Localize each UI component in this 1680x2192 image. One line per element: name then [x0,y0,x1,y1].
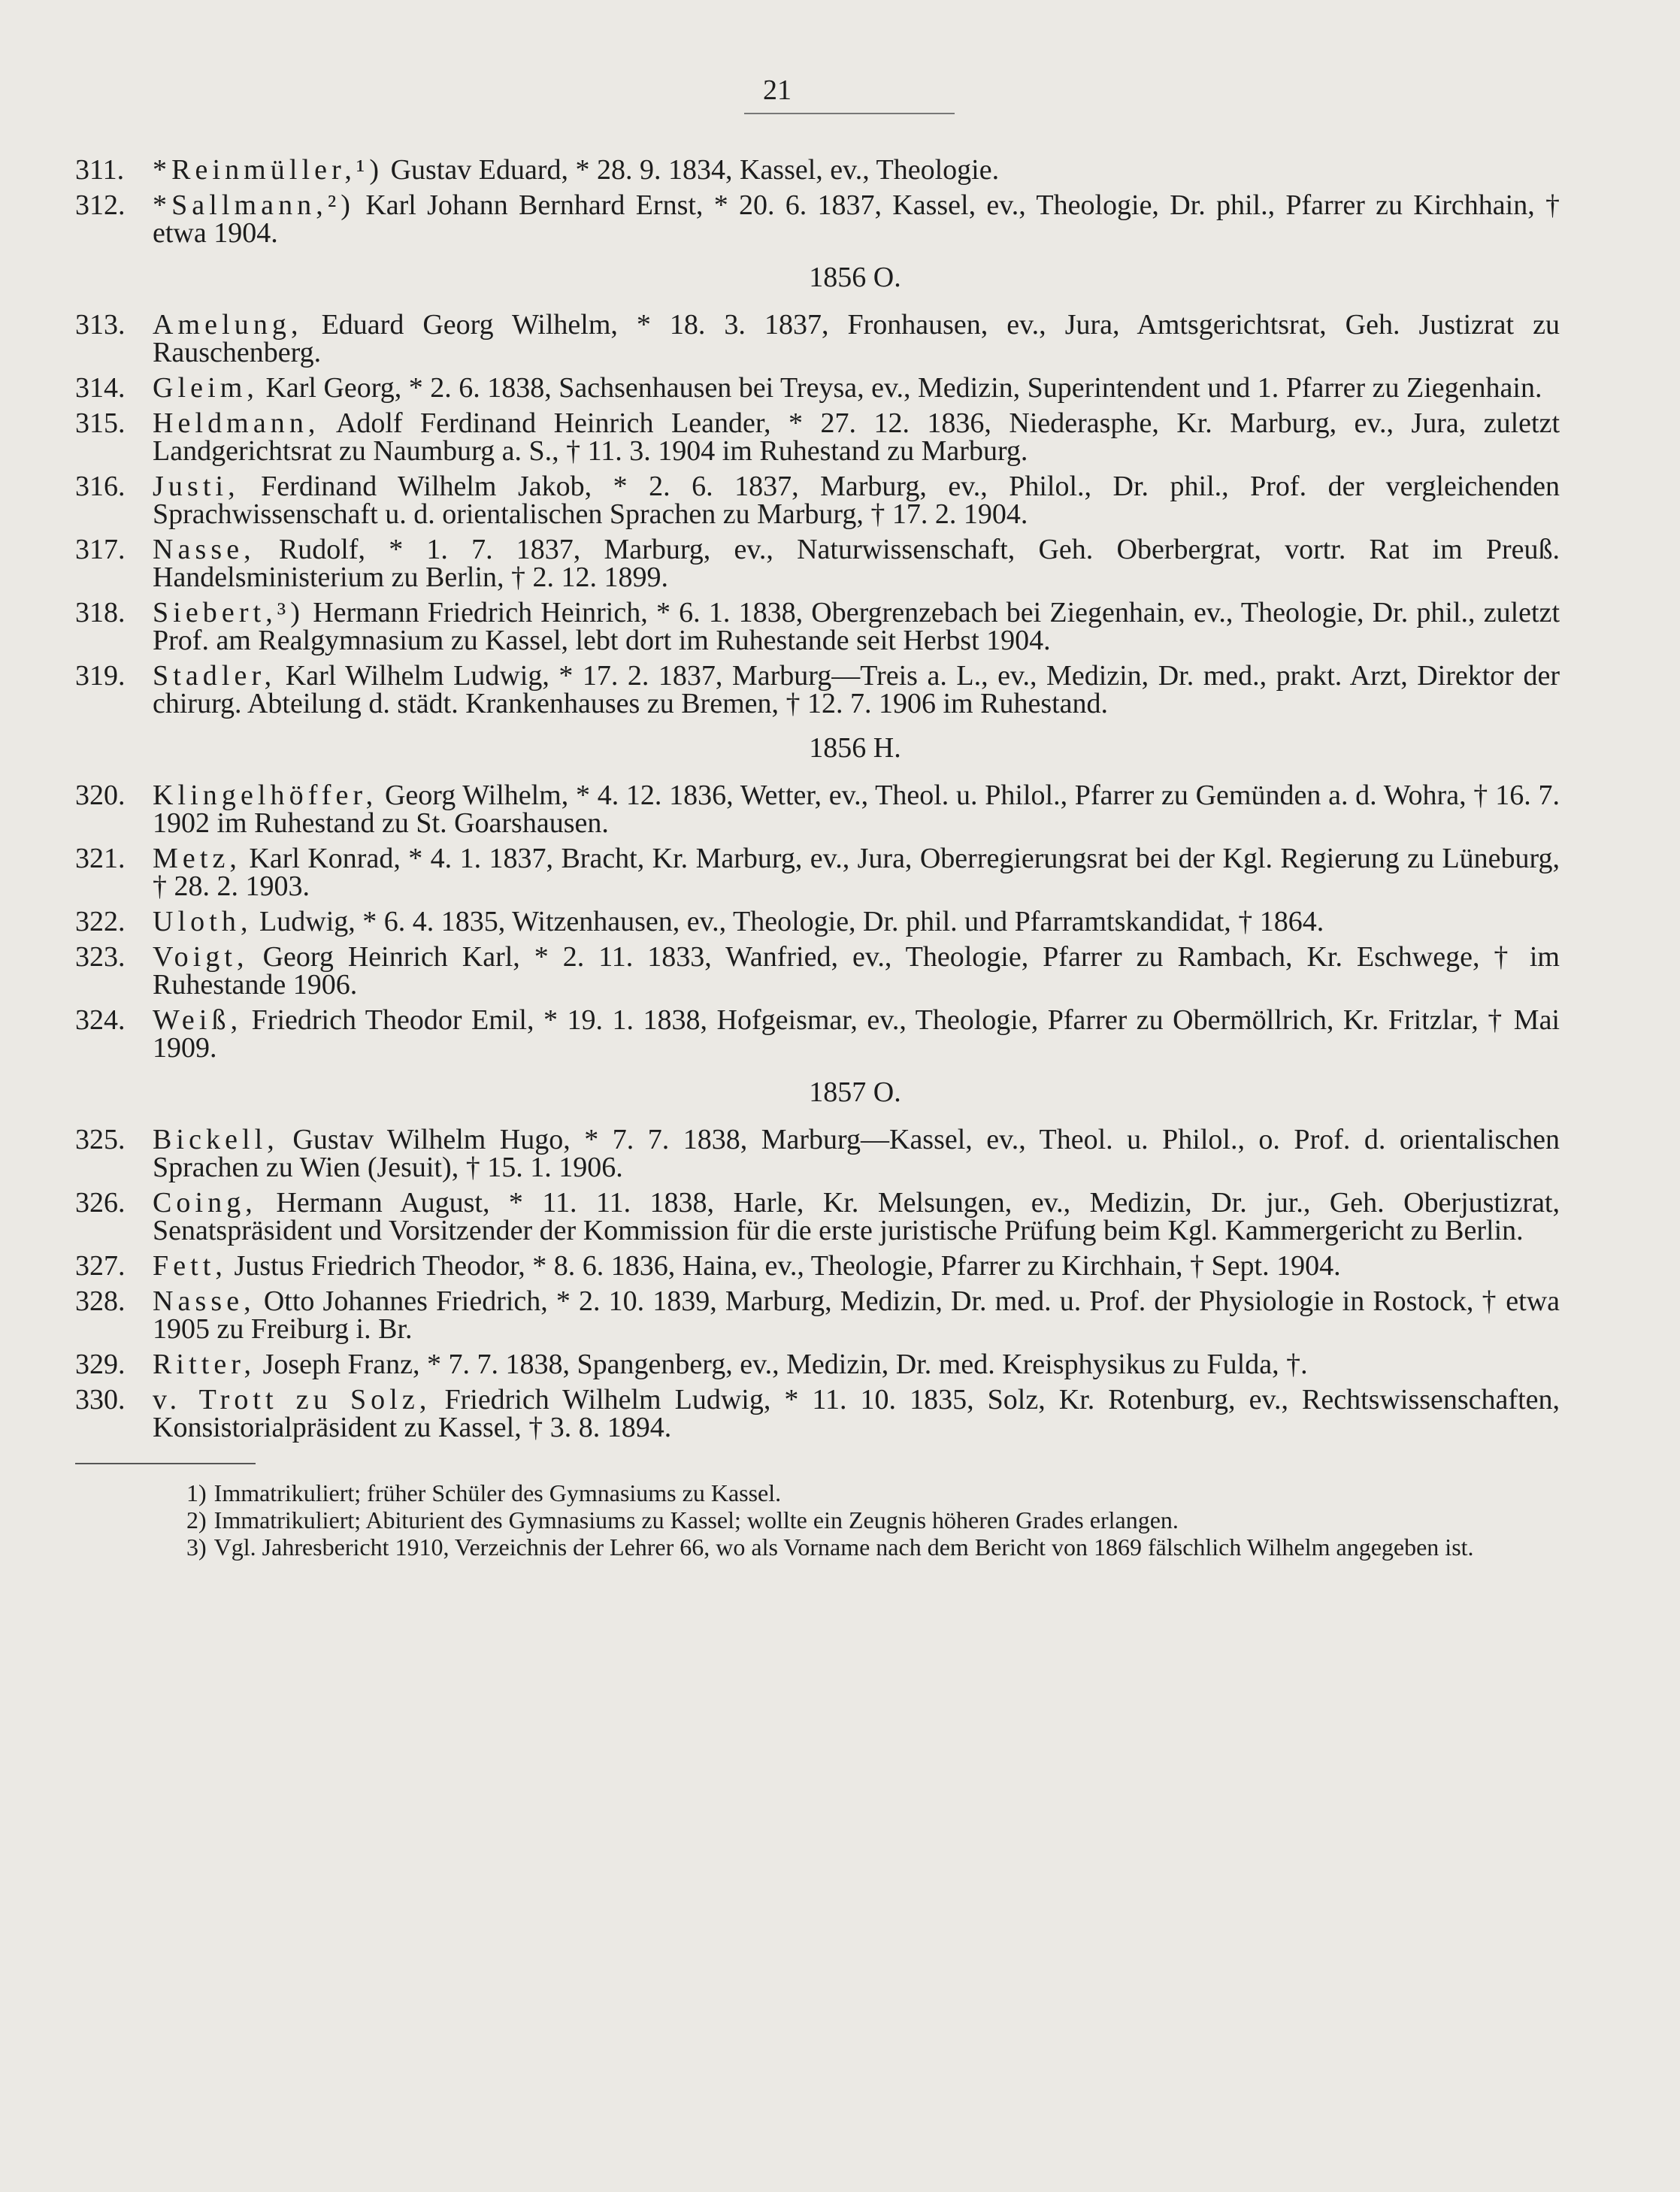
entry-surname: Justi, [153,471,240,502]
entry-details: Georg Heinrich Karl, * 2. 11. 1833, Wanfried, ev., Theologie, Pfarrer zu Rambach, Kr. Eschwege, † im Ruhestande 1906. [153,941,1560,1001]
entry-surname: Uloth, [153,906,253,937]
entry-number: 326. [75,1187,126,1219]
register-entry [75,311,1560,367]
entry-number: 316. [75,471,126,502]
footnote [75,1535,1560,1559]
entry-text [153,189,1560,249]
section-heading: 1856 O. [809,262,901,293]
entry-number: 320. [75,780,126,811]
register-entry [75,473,1560,528]
entry-number: 318. [75,597,126,628]
entry-surname: Coing, [153,1187,257,1219]
entry-number: 325. [75,1124,126,1155]
register-entry [75,1004,1560,1064]
entry-surname: Weiß, [153,1004,243,1036]
entry-number: 329. [75,1349,126,1380]
entry-surname: Ritter, [153,1349,256,1380]
entry-number: 317. [75,534,126,565]
entry-text [153,845,1560,901]
entry-surname: Metz, [153,843,241,874]
entry-surname: Heldmann, [153,407,320,439]
register-entry [75,407,1560,467]
entry-surname: Nasse, [153,1285,256,1317]
footnote [75,1508,1560,1532]
entry-number: 319. [75,660,126,692]
footnotes [75,1481,1560,1559]
entry-details: Hermann Friedrich Heinrich, * 6. 1. 1838, Obergrenzebach bei Ziegenhain, ev., Theologie, Dr. phil., zuletzt Prof. am Realgymnasium zu Kassel, lebt dort im Ruhestande seit Herbst 1904. [153,597,1560,656]
entry-number: 327. [75,1250,126,1282]
entry-text [153,374,1560,402]
entry-details: Otto Johannes Friedrich, * 2. 10. 1839, Marburg, Medizin, Dr. med. u. Prof. der Physiologie in Rostock, † etwa 1905 zu Freiburg i. Br. [153,1285,1560,1345]
entry-details: Friedrich Theodor Emil, * 19. 1. 1838, Hofgeismar, ev., Theologie, Pfarrer zu Obermöllrich, Kr. Fritzlar, † Mai 1909. [153,1004,1560,1064]
entry-surname: Bickell, [153,1124,279,1155]
entry-text [153,536,1560,592]
register-entry [75,374,1560,402]
entry-surname: Fett, [153,1250,228,1282]
entry-surname: Gleim, [153,372,259,404]
entry-number: 330. [75,1384,126,1415]
footnote [75,1481,1560,1505]
register-entry [75,782,1560,837]
entry-surname: Nasse, [153,534,256,565]
register-entry [75,599,1560,655]
entry-surname: Stadler, [153,660,277,692]
entry-text [153,662,1560,718]
entry-details: Friedrich Wilhelm Ludwig, * 11. 10. 1835, Solz, Kr. Rotenburg, ev., Rechtswissenschaften, Konsistorialpräsident zu Kassel, † 3. 8. 1894. [153,1384,1560,1443]
register-entry [75,943,1560,999]
entry-text [153,1004,1560,1064]
register-entry [75,1126,1560,1182]
entry-surname: *Reinmüller,¹) [153,154,384,186]
entry-number: 315. [75,407,126,439]
entry-text [153,156,1560,184]
entry-text [153,473,1560,528]
register-entry [75,1189,1560,1245]
entry-details: Adolf Ferdinand Heinrich Leander, * 27. 12. 1836, Niederasphe, Kr. Marburg, ev., Jura, zuletzt Landgerichtsrat zu Naumburg a. S., † 11. 3. 1904 im Ruhestand zu Marburg. [153,407,1560,467]
entry-number: 328. [75,1285,126,1317]
entry-text [153,599,1560,655]
entry-details: Karl Konrad, * 4. 1. 1837, Bracht, Kr. Marburg, ev., Jura, Oberregierungsrat bei der Kgl. Regierung zu Lüneburg, † 28. 2. 1903. [153,843,1560,902]
footnote-text: Vgl. Jahresbericht 1910, Verzeichnis der Lehrer 66, wo als Vorname nach dem Bericht von 1869 fälschlich Wilhelm angegeben ist. [213,1533,1474,1561]
entry-number: 324. [75,1004,126,1036]
footnote-marker: 3) [186,1533,207,1561]
register-entry [75,908,1560,936]
entry-surname: Klingelhöffer, [153,780,378,811]
register-entry [75,1386,1560,1442]
entry-number: 314. [75,372,126,404]
footnote-rule [75,1463,256,1464]
footnote-text: Immatrikuliert; früher Schüler des Gymnasiums zu Kassel. [213,1479,782,1506]
entry-details: Joseph Franz, * 7. 7. 1838, Spangenberg, ev., Medizin, Dr. med. Kreisphysikus zu Fulda, †. [256,1349,1308,1380]
register-entry [75,189,1560,249]
page-header [75,74,1560,156]
register-entry [75,156,1560,184]
entry-text [153,1386,1560,1442]
entry-text [153,1252,1560,1280]
entry-details: Ferdinand Wilhelm Jakob, * 2. 6. 1837, Marburg, ev., Philol., Dr. phil., Prof. der vergleichenden Sprachwissenschaft u. d. orientalischen Sprachen zu Marburg, † 17. 2. 1904. [153,471,1560,530]
entry-details: Karl Georg, * 2. 6. 1838, Sachsenhausen bei Treysa, ev., Medizin, Superintendent und 1. Pfarrer zu Ziegenhain. [258,372,1542,404]
entry-details: Eduard Georg Wilhelm, * 18. 3. 1837, Fronhausen, ev., Jura, Amtsgerichtsrat, Geh. Justizrat zu Rauschenberg. [153,309,1560,368]
section-heading: 1856 H. [809,732,901,764]
entry-text [153,1351,1560,1379]
entry-number: 323. [75,941,126,973]
entry-text [153,782,1560,837]
entry-number: 313. [75,309,126,341]
entry-number: 321. [75,843,126,874]
register-entry [75,536,1560,592]
entry-details: Hermann August, * 11. 11. 1838, Harle, Kr. Melsungen, ev., Medizin, Dr. jur., Geh. Oberjustizrat, Senatspräsident und Vorsitzender der Kommission für die erste juristische Prüfung beim Kgl. Kammergericht zu Berlin. [153,1187,1560,1246]
header-rule [744,113,955,114]
entry-text [153,407,1560,467]
section-heading: 1857 O. [809,1076,901,1108]
entry-text [153,1189,1560,1245]
register-entries [75,156,1560,1442]
footnote-text: Immatrikuliert; Abiturient des Gymnasiums zu Kassel; wollte ein Zeugnis höheren Grades erlangen. [213,1506,1179,1533]
entry-surname: v. Trott zu Solz, [153,1384,431,1415]
entry-text [153,311,1560,367]
entry-text [153,1285,1560,1345]
entry-number: 312. [75,189,126,221]
entry-text [153,908,1560,936]
entry-details: Gustav Wilhelm Hugo, * 7. 7. 1838, Marburg—Kassel, ev., Theol. u. Philol., o. Prof. d. orientalischen Sprachen zu Wien (Jesuit), † 15. 1. 1906. [153,1124,1560,1183]
register-entry [75,1351,1560,1379]
entry-details: Rudolf, * 1. 7. 1837, Marburg, ev., Naturwissenschaft, Geh. Oberbergrat, vortr. Rat im Preuß. Handelsministerium zu Berlin, † 2. 12. 1899. [153,534,1560,593]
entry-details: Georg Wilhelm, * 4. 12. 1836, Wetter, ev., Theol. u. Philol., Pfarrer zu Gemünden a. d. Wohra, † 16. 7. 1902 im Ruhestand zu St. Goarshausen. [153,780,1560,839]
register-entry [75,845,1560,901]
register-entry [75,1285,1560,1345]
register-entry [75,662,1560,718]
entry-details: Karl Wilhelm Ludwig, * 17. 2. 1837, Marburg—Treis a. L., ev., Medizin, Dr. med., prakt. Arzt, Direktor der chirurg. Abteilung d. städt. Krankenhauses zu Bremen, † 12. 7. 1906 im Ruhestand. [153,660,1560,719]
entry-surname: Voigt, [153,941,249,973]
entry-surname: *Sallmann,²) [153,189,356,221]
entry-surname: Amelung, [153,309,303,341]
entry-details: Karl Johann Bernhard Ernst, * 20. 6. 1837, Kassel, ev., Theologie, Dr. phil., Pfarrer zu Kirchhain, † etwa 1904. [153,189,1560,249]
page-number: 21 [763,74,792,106]
entry-number: 311. [75,154,125,186]
entry-surname: Siebert,³) [153,597,304,628]
footnote-marker: 1) [186,1479,207,1506]
entry-details: Gustav Eduard, * 28. 9. 1834, Kassel, ev., Theologie. [383,154,1000,186]
entry-number: 322. [75,906,126,937]
entry-text [153,943,1560,999]
entry-details: Ludwig, * 6. 4. 1835, Witzenhausen, ev., Theologie, Dr. phil. und Pfarramtskandidat, † 1864. [252,906,1324,937]
entry-text [153,1126,1560,1182]
footnote-marker: 2) [186,1506,207,1533]
register-entry [75,1252,1560,1280]
entry-details: Justus Friedrich Theodor, * 8. 6. 1836, Haina, ev., Theologie, Pfarrer zu Kirchhain, † Sept. 1904. [227,1250,1341,1282]
